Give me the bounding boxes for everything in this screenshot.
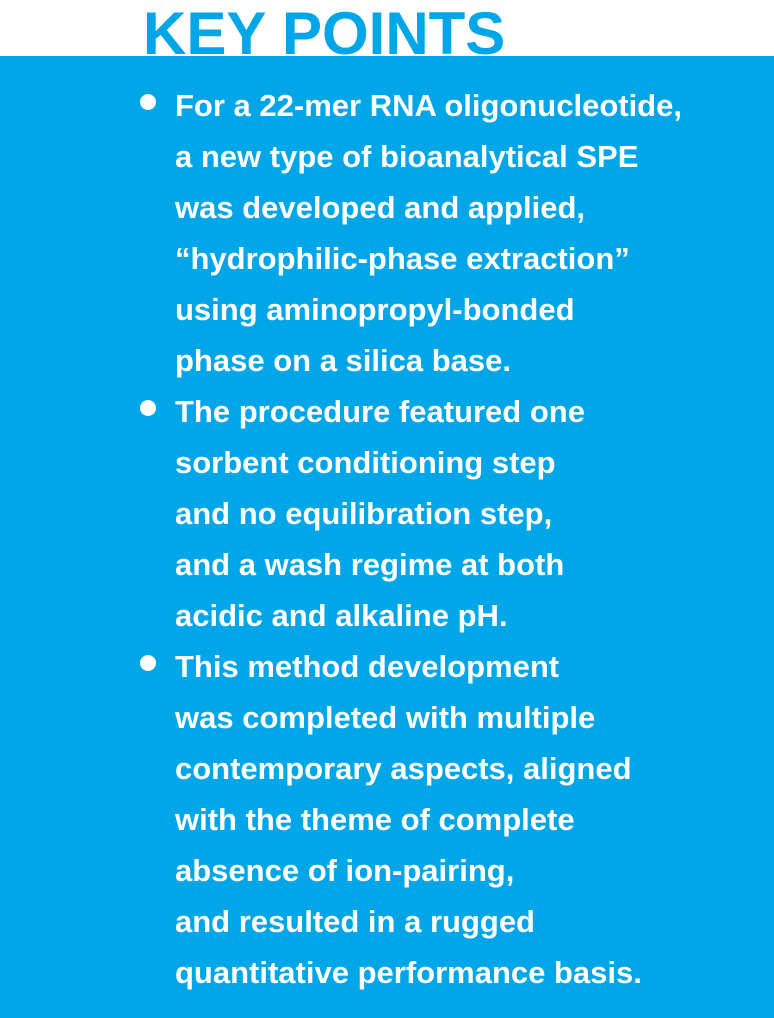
- key-point-line: with the theme of complete: [175, 802, 575, 837]
- key-point-3: [0, 641, 774, 998]
- key-point-line: was completed with multiple: [175, 700, 596, 735]
- key-point-line: absence of ion-pairing,: [175, 853, 515, 888]
- key-point-line: For a 22-mer RNA oligonucleotide,: [175, 88, 682, 123]
- key-point-2: [0, 386, 774, 641]
- key-point-1: [0, 80, 774, 386]
- key-point-line: using aminopropyl-bonded: [175, 292, 575, 327]
- key-point-line: and a wash regime at both: [175, 547, 565, 582]
- bullet-icon: [140, 94, 156, 110]
- key-point-line: phase on a silica base.: [175, 343, 511, 378]
- key-point-line: quantitative performance basis.: [175, 955, 642, 990]
- bullet-icon: [140, 400, 156, 416]
- key-point-line: and resulted in a rugged: [175, 904, 535, 939]
- key-points-list: [0, 80, 774, 998]
- key-point-line: was developed and applied,: [175, 190, 585, 225]
- key-point-line: and no equilibration step,: [175, 496, 553, 531]
- key-point-line: sorbent conditioning step: [175, 445, 556, 480]
- key-points-title: KEY POINTS: [143, 0, 506, 56]
- key-point-line: The procedure featured one: [175, 394, 585, 429]
- key-point-line: acidic and alkaline pH.: [175, 598, 508, 633]
- key-point-line: contemporary aspects, aligned: [175, 751, 632, 786]
- key-point-line: “hydrophilic-phase extraction”: [175, 241, 630, 276]
- key-point-line: This method development: [175, 649, 560, 684]
- key-point-line: a new type of bioanalytical SPE: [175, 139, 639, 174]
- bullet-icon: [140, 655, 156, 671]
